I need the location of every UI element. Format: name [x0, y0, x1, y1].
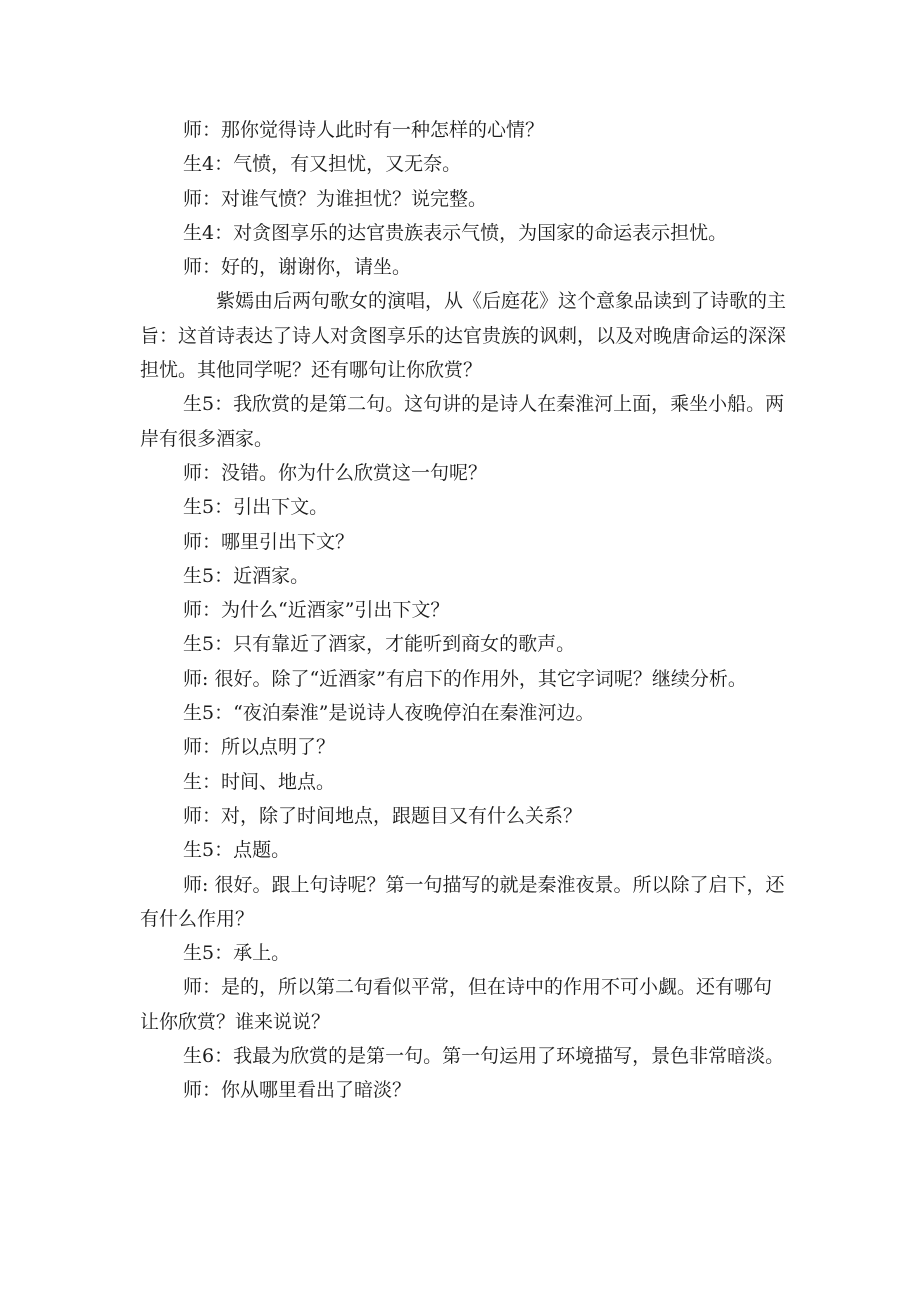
paragraph: 生6：我最为欣赏的是第一句。第一句运用了环境描写，景色非常暗淡。 — [183, 1045, 785, 1068]
paragraph: 生4：气愤，有又担忧，又无奈。 — [183, 153, 462, 176]
paragraph: 师：对谁气愤？为谁担忧？说完整。 — [183, 187, 488, 210]
paragraph: 生：时间、地点。 — [183, 770, 336, 793]
paragraph: 师：是的，所以第二句看似平常，但在诗中的作用不可小觑。还有哪句让你欣赏？谁来说说？ — [140, 976, 773, 1033]
paragraph: 师：为什么“近酒家”引出下文？ — [183, 599, 450, 622]
document-body — [140, 113, 790, 1108]
paragraph: 师：哪里引出下文？ — [183, 530, 355, 553]
paragraph: 生5：点题。 — [183, 839, 291, 862]
paragraph: 生5：只有靠近了酒家，才能听到商女的歌声。 — [183, 633, 576, 656]
paragraph: 生5：引出下文。 — [183, 496, 329, 519]
paragraph: 紫嫣由后两句歌女的演唱，从《后庭花》这个意象品读到了诗歌的主旨：这首诗表达了诗人对贪图享乐的达官贵族的讽刺，以及对晚唐命运的深深担忧。其他同学呢？还有哪句让你欣赏？ — [140, 290, 787, 382]
paragraph: 师：没错。你为什么欣赏这一句呢？ — [183, 461, 488, 484]
paragraph: 师: 很好。除了“近酒家”有启下的作用外，其它字词呢？继续分析。 — [183, 667, 747, 690]
paragraph: 生5：承上。 — [183, 942, 291, 965]
paragraph: 师：你从哪里看出了暗淡？ — [183, 1079, 412, 1102]
paragraph: 师：好的，谢谢你，请坐。 — [183, 256, 412, 279]
paragraph: 师：对，除了时间地点，跟题目又有什么关系？ — [183, 804, 583, 827]
paragraph: 生5：我欣赏的是第二句。这句讲的是诗人在秦淮河上面，乘坐小船。两岸有很多酒家。 — [140, 393, 785, 450]
paragraph: 生5：“夜泊秦淮”是说诗人夜晚停泊在秦淮河边。 — [183, 702, 595, 725]
paragraph: 生4：对贪图享乐的达官贵族表示气愤，为国家的命运表示担忧。 — [183, 221, 728, 244]
paragraph: 师：那你觉得诗人此时有一种怎样的心情？ — [183, 119, 545, 141]
paragraph: 师: 很好。跟上句诗呢？第一句描写的就是秦淮夜景。所以除了启下，还有什么作用？ — [140, 873, 785, 930]
paragraph: 师：所以点明了？ — [183, 736, 336, 759]
paragraph: 生5：近酒家。 — [183, 564, 310, 587]
